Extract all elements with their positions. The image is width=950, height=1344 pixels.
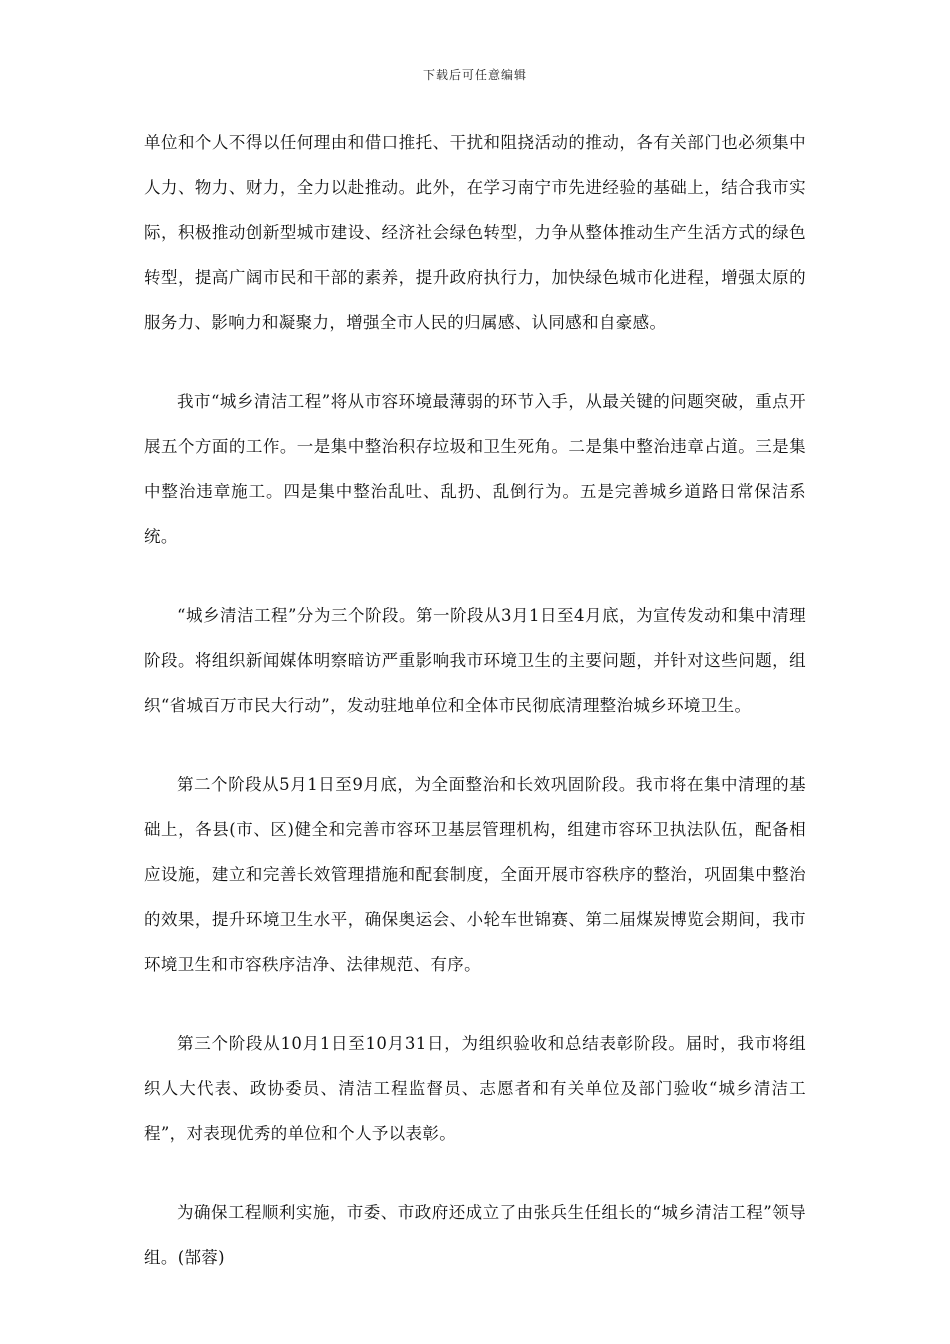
page-header-note: 下载后可任意编辑 — [422, 68, 527, 82]
paragraph-continuation: 单位和个人不得以任何理由和借口推托、干扰和阻挠活动的推动，各有关部门也必须集中人力、物力、财力，全力以赴推动。此外，在学习南宁市先进经验的基础上，结合我市实际，积极推动创新型城市建设、经济社会绿色转型，力争从整体推动生产生活方式的绿色转型，提高广阔市民和干部的素养，提升政府执行力，加快绿色城市化进程，增强太原的服务力、影响力和凝聚力，增强全市人民的归属感、认同感和自豪感。 — [144, 133, 806, 332]
paragraph-stage-three: 第三个阶段从10月1日至10月31日，为组织验收和总结表彰阶段。届时，我市将组织人大代表、政协委员、清洁工程监督员、志愿者和有关单位及部门验收“城乡清洁工程”，对表现优秀的单位和个人予以表彰。 — [144, 1034, 806, 1143]
paragraph-stage-two: 第二个阶段从5月1日至9月底，为全面整治和长效巩固阶段。我市将在集中清理的基础上，各县(市、区)健全和完善市容环卫基层管理机构，组建市容环卫执法队伍，配备相应设施，建立和完善长效管理措施和配套制度，全面开展市容秩序的整治，巩固集中整治的效果，提升环境卫生水平，确保奥运会、小轮车世锦赛、第二届煤炭博览会期间，我市环境卫生和市容秩序洁净、法律规范、有序。 — [144, 775, 806, 974]
document-body — [144, 120, 806, 1314]
paragraph-work-areas: 我市“城乡清洁工程”将从市容环境最薄弱的环节入手，从最关键的问题突破，重点开展五个方面的工作。一是集中整治积存垃圾和卫生死角。二是集中整治违章占道。三是集中整治违章施工。四是集中整治乱吐、乱扔、乱倒行为。五是完善城乡道路日常保洁系统。 — [144, 392, 806, 546]
paragraph-stage-one: “城乡清洁工程”分为三个阶段。第一阶段从3月1日至4月底，为宣传发动和集中清理阶段。将组织新闻媒体明察暗访严重影响我市环境卫生的主要问题，并针对这些问题，组织“省城百万市民大行动”，发动驻地单位和全体市民彻底清理整治城乡环境卫生。 — [144, 606, 806, 715]
paragraph-leadership-group: 为确保工程顺利实施，市委、市政府还成立了由张兵生任组长的“城乡清洁工程”领导组。(郜蓉) — [144, 1203, 806, 1267]
